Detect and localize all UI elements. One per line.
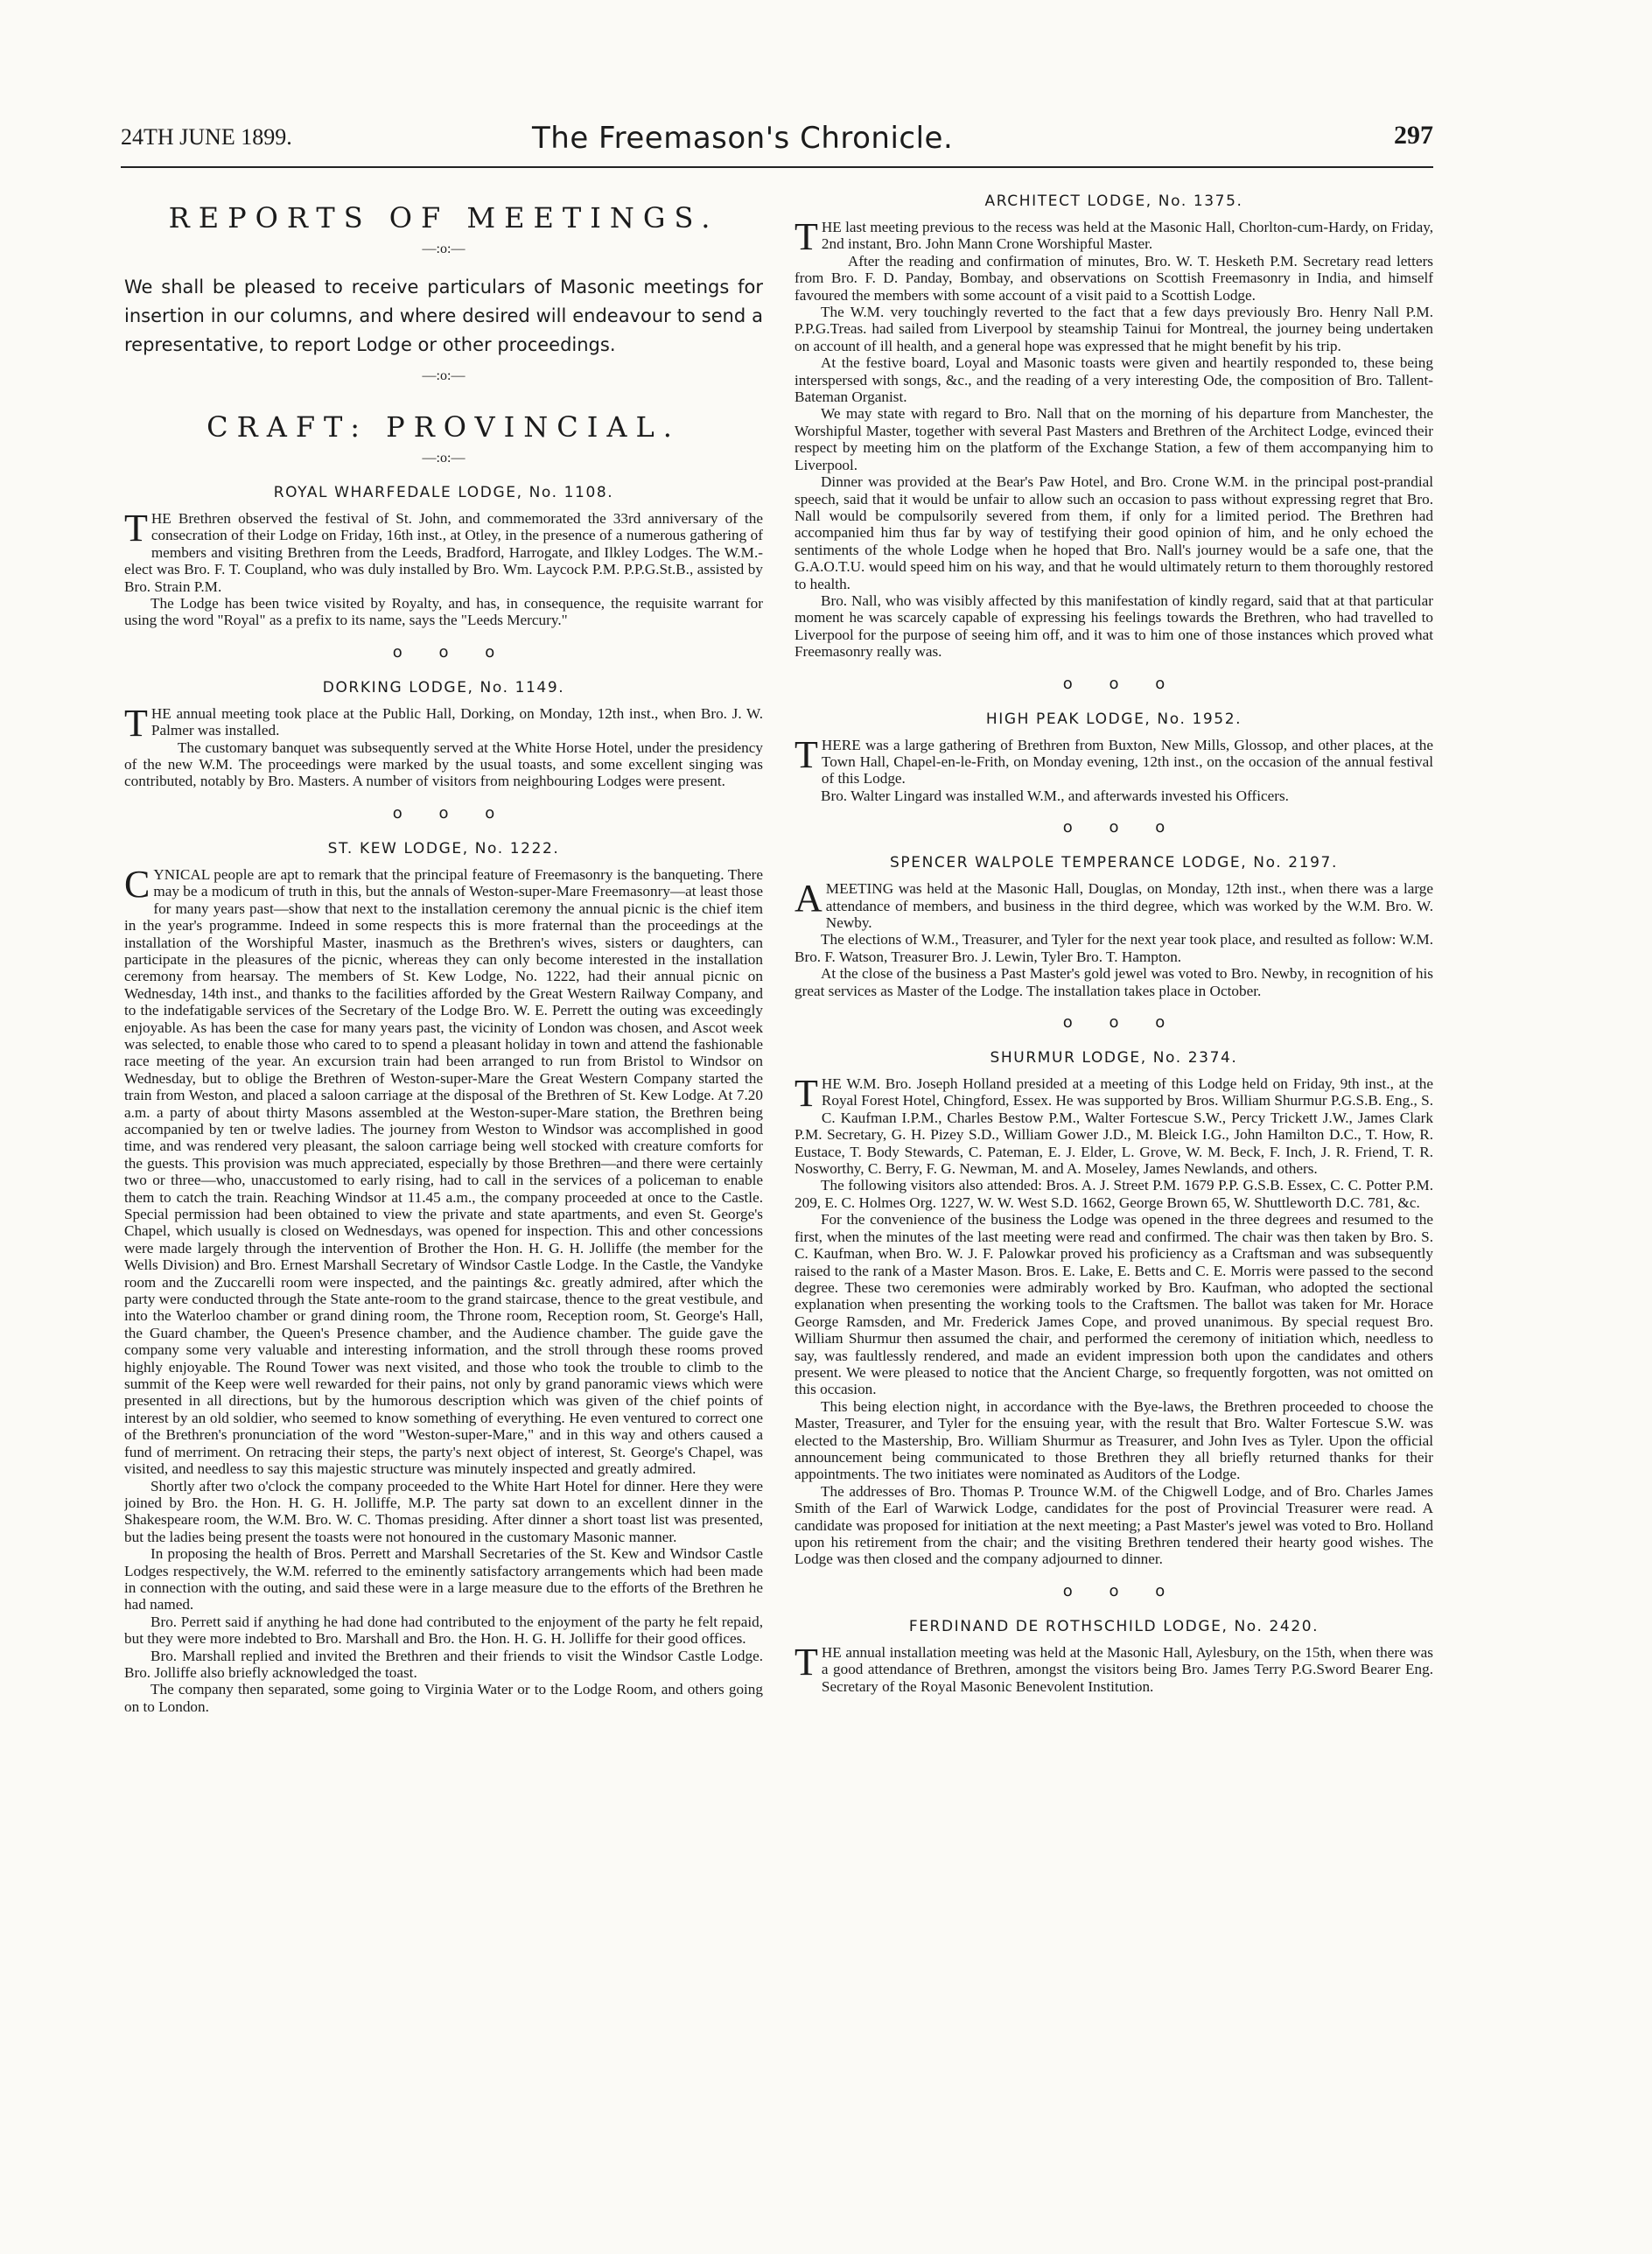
- article-title: FERDINAND DE ROTHSCHILD LODGE, No. 2420.: [908, 1617, 1320, 1635]
- masthead: [121, 121, 1433, 156]
- article-paragraph: The elections of W.M., Treasurer, and Tyler for the next year took place, and resulted as follow: W.M. Bro. F. Watson, Treasurer Bro. J. Lewin, Tyler Bro. T. Hampton.: [794, 931, 1433, 965]
- left-column: [124, 175, 763, 2205]
- article-paragraph: For the convenience of the business the Lodge was opened in the three degrees and resumed to the first, when the minutes of the last meeting were read and confirmed. The chair was then taken by Bro. S. C. Kaufman, when Bro. W. J. F. Palowkar proved his proficiency as a Craftsman and was subsequently raised to the rank of a Master Mason. Bros. E. Lake, E. Betts and C. E. Morris were passed to the second degree. These two ceremonies were admirably worked by Bro. Kaufman, who adopted the sectional explanation when presenting the working tools to the Craftsmen. The ballot was taken for Mr. Horace George Ramsden, and Mr. Frederick James Cope, and proved unanimous. By special request Bro. William Shurmur then assumed the chair, and performed the ceremony of initiation which, needless to say, was faultlessly rendered, and made an evident impression both upon the candidates and others present. We were pleased to notice that the Ancient Charge, so frequently forgotten, was not omitted on this occasion.: [794, 1211, 1433, 1398]
- article-paragraph: At the close of the business a Past Master's gold jewel was voted to Bro. Newby, in recognition of his great services as Master of the Lodge. The installation takes place in October.: [794, 965, 1433, 999]
- separator: —:o:—: [422, 451, 466, 466]
- editorial-notice: We shall be pleased to receive particulars of Masonic meetings for insertion in our columns, and where desired will endeavour to send a representative, to report Lodge or other proceedings.: [124, 276, 763, 355]
- article-paragraph: AMEETING was held at the Masonic Hall, Douglas, on Monday, 12th inst., when there was a large attendance of members, and business in the third degree, which was worked by the W.M. Bro. W. Newby.: [794, 877, 1433, 931]
- article-paragraph: At the festive board, Loyal and Masonic toasts were given and heartily responded to, these being interspersed with songs, &c., and the reading of a very interesting Ode, the composition of Bro. Tallent-Bateman Organist.: [794, 354, 1433, 406]
- article-paragraph: THE annual installation meeting was held at the Masonic Hall, Aylesbury, on the 15th, when there was a good attendance of Brethren, amongst the visitors being Bro. James Terry P.G.Sword Bearer Eng. Secretary of the Royal Masonic Benevolent Institution.: [794, 1640, 1433, 1695]
- article-paragraph: THE last meeting previous to the recess was held at the Masonic Hall, Chorlton-cum-Hardy, on Friday, 2nd instant, Bro. John Mann Crone Worshipful Master.: [794, 215, 1433, 258]
- newspaper-title: The Freemason's Chronicle.: [532, 121, 954, 156]
- ornament-divider: o o o: [1062, 674, 1166, 693]
- article-title: SHURMUR LODGE, No. 2374.: [990, 1049, 1238, 1068]
- article-paragraph: CYNICAL people are apt to remark that the principal feature of Freemasonry is the banqueting. There may be a modicum of truth in this, but the annals of Weston-super-Mare Freemasonry—at least those for many years past—show that next to the installation ceremony the annual picnic is the chief item in the year's programme. Indeed in some respects this is more fraternal than the proceedings at the installation of the Worshipful Master, inasmuch as the Brethren's wives, sisters or daughters, can participate in the pleasures of the picnic, whereas they can only become interested in the installation ceremony from hearsay. The members of St. Kew Lodge, No. 1222, had their annual picnic on Wednesday, 14th inst., and thanks to the facilities afforded by the Great Western Railway Company, and to the indefatigable services of the Secretary of the Lodge Bro. W. E. Perrett the outing was exceedingly enjoyable. As has been the case for many years past, the vicinity of London was chosen, and Ascot week was selected, to enable those who cared to to spend a pleasant holiday in town and attend the fashionable race meeting of the year. An excursion train had been arranged to run from Bristol to Windsor on Wednesday, but to oblige the Brethren of Weston-super-Mare the Great Western Company started the train from Weston, and placed a saloon carriage at the disposal of the Brethren of St. Kew Lodge. At 7.20 a.m. a party of about thirty Masons assembled at the Weston-super-Mare station, the Brethren being accompanied by ten or twelve ladies. The journey from Weston to Windsor was accomplished in good time, and was rendered very pleasant, the saloon carriage being well stocked with creature comforts for the guests. This provision was much appreciated, especially by those Brethren—and there were certainly two or three—who, unaccustomed to early rising, had to call in the services of a policeman to enable them to catch the train. Reaching Windsor at 11.45 a.m., the company proceeded at once to the Castle. Special permission had been obtained to view the private and state apartments, and even St. George's Chapel, which usually is closed on Wednesdays, was opened for inspection. This and other concessions were made largely through the intervention of Brother the Hon. H. G. H. Jolliffe (the member for the Wells Division) and Bro. Ernest Marshall Secretary of Windsor Castle Lodge. In the Castle, the Vandyke room and the Zuccarelli room were inspected, and the paintings &c. greatly admired, after which the party were conducted through the State ante-room to the grand staircase, thence to the great vestibule, and into the Waterloo chamber or grand dining room, the Throne room, Reception room, St. George's Hall, the Guard chamber, the Queen's Presence chamber, and the Audience chamber. The guide gave the company some very valuable and interesting information, and the stroll through these rooms proved highly enjoyable. The Round Tower was next visited, and those who took the trouble to climb to the summit of the Keep were well rewarded for their pains, not only by grand panoramic views which were presented in all directions, but by the humorous description which was given of the chief points of interest by an old soldier, who seemed to know something of everything. He even ventured to correct one of the Brethren's pronunciation of the word "Weston-super-Mare," and in this way and others caused a fund of merriment. On retracing their steps, the party's next object of interest, St. George's Chapel, was visited, and needless to say this majestic structure was minutely inspected and greatly admired.: [124, 862, 763, 1478]
- separator: —:o:—: [422, 242, 466, 256]
- ornament-divider: o o o: [392, 642, 495, 662]
- section-subheading: CRAFT: PROVINCIAL.: [206, 410, 681, 444]
- article-paragraph: We may state with regard to Bro. Nall that on the morning of his departure from Manchester, the Worshipful Master, together with several Past Masters and Brethren of the Architect Lodge, evinced their respect by meeting him on the platform of the Exchange Station, a few of them accompanying him to Liverpool.: [794, 405, 1433, 473]
- article-title: HIGH PEAK LODGE, No. 1952.: [985, 710, 1242, 728]
- ornament-divider: o o o: [1062, 818, 1166, 837]
- article-paragraph: Bro. Marshall replied and invited the Brethren and their friends to visit the Windsor Castle Lodge. Bro. Jolliffe also briefly acknowledged the toast.: [124, 1647, 763, 1681]
- article-paragraph: In proposing the health of Bros. Perrett and Marshall Secretaries of the St. Kew and Windsor Castle Lodges respectively, the W.M. referred to the eminently satisfactory arrangements which had been made in connection with the outing, and said these were in a large measure due to the efforts of the Brethren he had named.: [124, 1545, 763, 1614]
- article-paragraph: The Lodge has been twice visited by Royalty, and has, in consequence, the requisite warrant for using the word "Royal" as a prefix to its name, says the "Leeds Mercury.": [124, 595, 763, 629]
- article-paragraph: The addresses of Bro. Thomas P. Trounce W.M. of the Chigwell Lodge, and of Bro. Charles James Smith of the Earl of Warwick Lodge, candidates for the post of Provincial Treasurer were read. A candidate was proposed for initiation at the next meeting; a Past Master's jewel was voted to Bro. Holland upon his retirement from the chair; and the visiting Brethren tendered their hearty good wishes. The Lodge was then closed and the company adjourned to dinner.: [794, 1482, 1433, 1568]
- page-number: 297: [1394, 121, 1433, 150]
- article-paragraph: This being election night, in accordance with the Bye-laws, the Brethren proceeded to choose the Master, Treasurer, and Tyler for the ensuing year, with the result that Bro. Walter Fortescue S.W. was elected to the Mastership, Bro. William Shurmur as Treasurer, and John Ives as Tyler. Upon the official announcement being communicated to those Brethren they all briefly returned thanks for their appointments. The two initiates were nominated as Auditors of the Lodge.: [794, 1397, 1433, 1483]
- ornament-divider: o o o: [1062, 1013, 1166, 1032]
- article-paragraph: THE annual meeting took place at the Public Hall, Dorking, on Monday, 12th inst., when Bro. J. W. Palmer was installed.: [124, 701, 763, 745]
- section-heading: REPORTS OF MEETINGS.: [168, 201, 719, 234]
- ornament-divider: o o o: [1062, 1581, 1166, 1600]
- article-paragraph: The W.M. very touchingly reverted to the fact that a few days previously Bro. Henry Nall P.M. P.P.G.Treas. had sailed from Liverpool by steamship Tainui for Montreal, the journey being undertaken on account of ill health, and a general hope was expressed that he might benefit by his trip.: [794, 304, 1433, 354]
- article-paragraph: Bro. Walter Lingard was installed W.M., and afterwards invested his Officers.: [821, 787, 1289, 804]
- article-title: ST. KEW LODGE, No. 1222.: [327, 839, 560, 858]
- article-title: ROYAL WHARFEDALE LODGE, No. 1108.: [273, 484, 614, 501]
- header-rule: [121, 166, 1433, 168]
- article-paragraph: After the reading and confirmation of minutes, Bro. W. T. Hesketh P.M. Secretary read letters from Bro. F. D. Panday, Bombay, and observations on Scottish Freemasonry in India, and himself favoured the members with some account of a visit paid to a Scottish Lodge.: [794, 252, 1433, 304]
- article-paragraph: THERE was a large gathering of Brethren from Buxton, New Mills, Glossop, and other places, at the Town Hall, Chapel-en-le-Frith, on Monday evening, 12th inst., on the occasion of the annual festival of this Lodge.: [794, 732, 1433, 788]
- article-paragraph: The following visitors also attended: Bros. A. J. Street P.M. 1679 P.P. G.S.B. Essex, C. C. Potter P.M. 209, E. C. Holmes Org. 1227, W. W. West S.D. 1662, George Brown 65, W. Shuttleworth D.C. 781, &c.: [794, 1177, 1433, 1211]
- article-paragraph: Shortly after two o'clock the company proceeded to the White Hart Hotel for dinner. Here they were joined by Bro. the Hon. H. G. H. Jolliffe, M.P. The party sat down to an excellent dinner in the Shakespeare room, the W.M. Bro. W. C. Thomas presiding. After dinner a short toast list was presented, but the ladies being present the toasts were not honoured in the customary Masonic manner.: [124, 1477, 763, 1545]
- article-paragraph: Dinner was provided at the Bear's Paw Hotel, and Bro. Crone W.M. in the principal post-prandial speech, said that it would be unfair to allow such an occasion to pass without expressing regret that Bro. Nall would be compulsorily severed from them, if only for a limited period. The Brethren had accompanied him thus far by way of testifying their good opinion of him, and he only echoed the sentiments of the whole Lodge when he hoped that Bro. Nall's journey would be a safe one, that the G.A.O.T.U. would speed him on his way, and that he would ultimately return to them thoroughly restored to health.: [794, 473, 1433, 592]
- article-paragraph: The customary banquet was subsequently served at the White Horse Hotel, under the presidency of the new W.M. The proceedings were marked by the usual toasts, and some excellent singing was contributed, notably by Bro. Masters. A number of visitors from neighbouring Lodges were present.: [124, 738, 763, 790]
- article-paragraph: THE Brethren observed the festival of St. John, and commemorated the 33rd anniversary of the consecration of their Lodge on Friday, 16th inst., at Otley, in the presence of a numerous gathering of members and visiting Brethren from the Leeds, Bradford, Harrogate, and Ilkley Lodges. The W.M.-elect was Bro. F. T. Coupland, who was duly installed by Bro. Wm. Laycock P.M. P.P.G.St.B., assisted by Bro. Strain P.M.: [124, 507, 763, 595]
- article-title: DORKING LODGE, No. 1149.: [322, 678, 565, 696]
- issue-date: 24TH JUNE 1899.: [121, 124, 292, 150]
- article-paragraph: Bro. Nall, who was visibly affected by this manifestation of kindly regard, said that at that particular moment he was scarcely capable of expressing his feelings towards the Brethren, who had travelled to Liverpool for the purpose of seeing him off, and it was to him one of those instances which proved what Freemasonry really was.: [794, 592, 1433, 661]
- article-title: SPENCER WALPOLE TEMPERANCE LODGE, No. 2197.: [890, 854, 1338, 872]
- article-paragraph: Bro. Perrett said if anything he had done had contributed to the enjoyment of the party he felt repaid, but they were more indebted to Bro. Marshall and Bro. the Hon. H. G. H. Jolliffe for their good offices.: [124, 1613, 763, 1648]
- article-paragraph: The company then separated, some going to Virginia Water or to the Lodge Room, and others going on to London.: [124, 1681, 763, 1715]
- article-title: ARCHITECT LODGE, No. 1375.: [984, 192, 1243, 210]
- article-paragraph: THE W.M. Bro. Joseph Holland presided at a meeting of this Lodge held on Friday, 9th inst., at the Royal Forest Hotel, Chingford, Essex. He was supported by Bros. William Shurmur P.G.S.B. Eng., S. C. Kaufman I.P.M., Charles Bestow P.M., Walter Fortescue S.W., Percy Trickett J.W., James Clark P.M. Secretary, G. H. Pizey S.D., William Gower J.D., M. Bleick I.G., John Hamilton D.C., T. How, R. Eustace, T. Body Stewards, C. Pateman, E. J. Elder, L. Grove, W. M. Beck, F. Inch, J. R. Friend, T. R. Nosworthy, C. Berry, F. G. Newman, M. and A. Moseley, James Newlands, and others.: [794, 1072, 1433, 1178]
- ornament-divider: o o o: [392, 803, 495, 822]
- right-column: [794, 175, 1433, 2205]
- separator: —:o:—: [422, 368, 466, 383]
